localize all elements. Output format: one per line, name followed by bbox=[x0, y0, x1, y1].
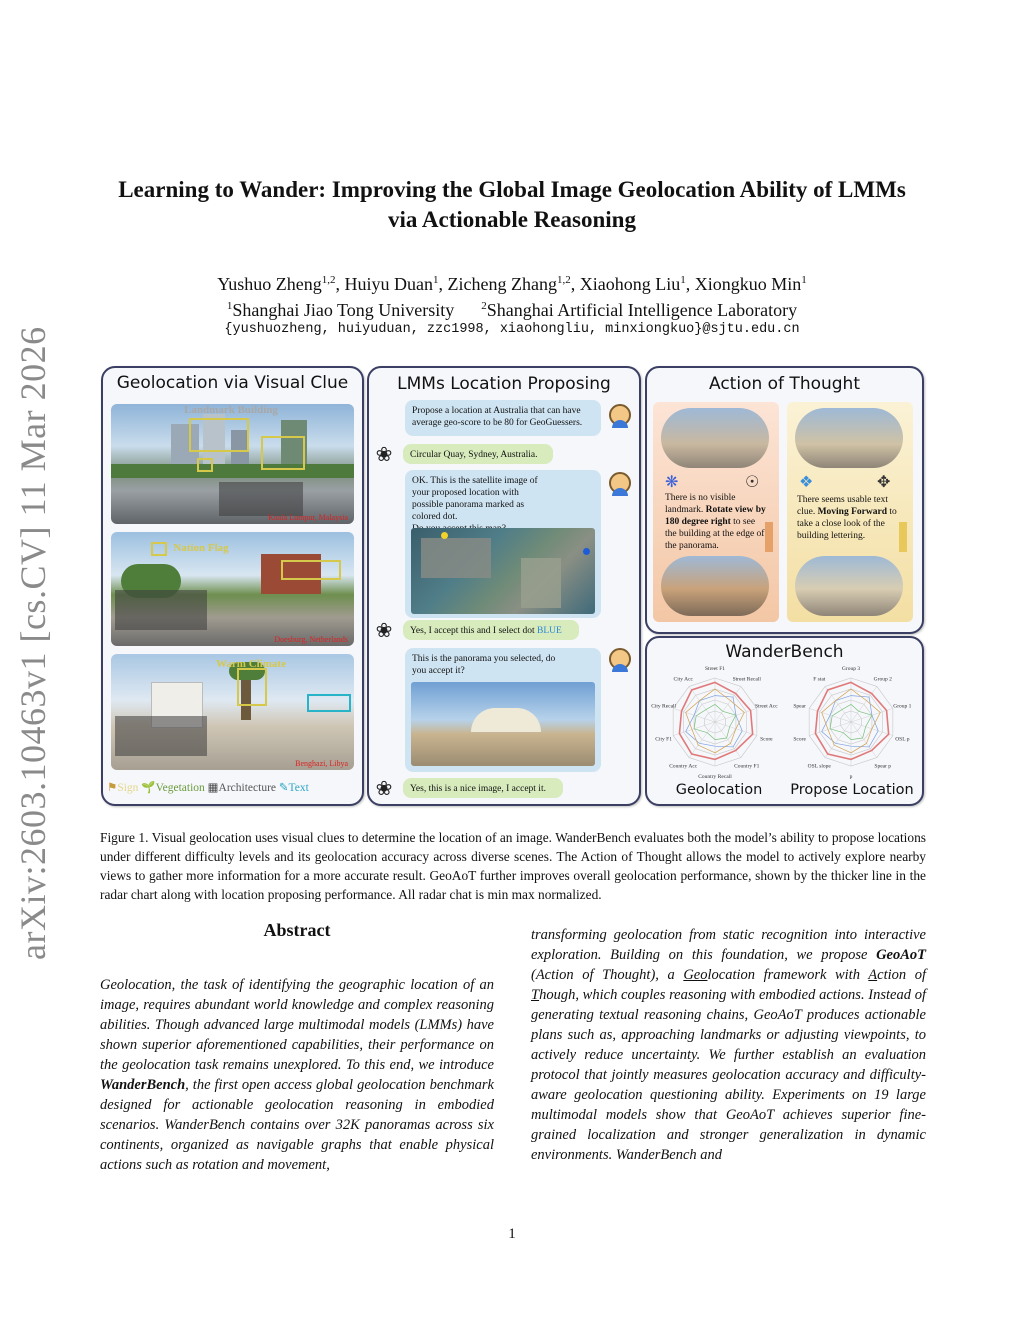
world-map-inset bbox=[219, 482, 303, 516]
radar-axis-label: F stat bbox=[813, 676, 826, 683]
radar-axis-label: OSL p bbox=[895, 736, 910, 743]
radar-axis-label: City Acc bbox=[673, 676, 693, 683]
panel-location-proposing bbox=[367, 366, 641, 806]
clue-box bbox=[197, 458, 213, 472]
step-move-observation: There seems usable text clue. bbox=[797, 495, 889, 517]
legend-architecture: Architecture bbox=[218, 782, 277, 794]
chat-user-message bbox=[405, 470, 601, 618]
author-name: Xiaohong Liu bbox=[579, 274, 681, 294]
photo-nation-flag bbox=[111, 532, 354, 646]
radar-spoke bbox=[689, 722, 715, 758]
photo-location: Kuala Lumpur, Malaysia bbox=[268, 513, 348, 522]
arxiv-identifier: arXiv:2603.10463v1 [cs.CV] 11 Mar 2026 bbox=[13, 326, 53, 960]
photo-location: Benghazi, Libya bbox=[295, 759, 348, 768]
author-name: Zicheng Zhang bbox=[447, 274, 557, 294]
radar-axis-label: Group 2 bbox=[873, 676, 892, 683]
move-arrows-icon: ✥ bbox=[877, 474, 891, 491]
sign-icon: ⚑ bbox=[107, 782, 118, 794]
radar-axis-label: Country Acc bbox=[669, 763, 698, 770]
step-rotate bbox=[653, 402, 779, 622]
arrow-down-icon bbox=[899, 522, 907, 552]
abstract-underline: A bbox=[868, 967, 878, 983]
panorama-view-before bbox=[795, 408, 903, 468]
panel-title: WanderBench bbox=[725, 642, 844, 662]
abstract-underline: T bbox=[531, 987, 540, 1003]
photo-landmark-building bbox=[111, 404, 354, 524]
radar-label-geolocation: Geolocation bbox=[675, 782, 763, 798]
chatbot-icon: ❀ bbox=[375, 778, 393, 800]
panel-title: Geolocation via Visual Clue bbox=[116, 373, 349, 393]
world-map-inset bbox=[115, 590, 207, 630]
author-sup: 1 bbox=[433, 274, 439, 286]
panel-title: LMMs Location Proposing bbox=[397, 374, 611, 394]
affiliation-name: Shanghai Artificial Intelligence Laboratory bbox=[486, 300, 798, 320]
step-rotate-observation: There is no visible landmark. bbox=[665, 493, 736, 515]
page-number: 1 bbox=[508, 1226, 516, 1242]
photo-label: Nation Flag bbox=[173, 542, 229, 554]
affiliations bbox=[60, 294, 964, 322]
model-logo-icon: ❖ bbox=[799, 474, 814, 491]
step-rotate-reason: to see the building at the edge of the panorama. bbox=[665, 517, 765, 551]
legend-vegetation: Vegetation bbox=[155, 782, 205, 794]
photo-warm-climate bbox=[111, 654, 354, 770]
legend-text: Text bbox=[288, 782, 309, 794]
author-sup: 1 bbox=[801, 274, 807, 286]
user-avatar bbox=[609, 472, 631, 494]
panorama-view-after bbox=[661, 556, 769, 616]
chat-user-message: Propose a location at Australia that can have average geo-score to be 80 for GeoGuessers. bbox=[405, 400, 601, 436]
affiliation-sup: 2 bbox=[481, 300, 487, 312]
title-line-1: Learning to Wander: Improving the Global Image Geolocation Ability of LMMs bbox=[118, 177, 906, 202]
text-icon: ✎ bbox=[278, 782, 289, 794]
radar-axis-label: Street Acc bbox=[754, 703, 778, 710]
radar-label-propose-location: Propose Location bbox=[790, 782, 914, 798]
radar-axis-label: Country Recall bbox=[698, 774, 732, 780]
step-move-action: Moving Forward bbox=[817, 507, 887, 517]
affiliation-sup: 1 bbox=[226, 300, 233, 312]
selected-dot-color: BLUE bbox=[537, 626, 562, 636]
abstract-text: hough, which couples reasoning with embodied actions. Instead of generating textual reasoning chains, GeoAoT produces actionable plans such as, approaching landmarks or adjusting viewpoints, to actively reduce uncertainty. We further establish an evaluation protocol that jointly measures geolocation accuracy and difficulty-aware geolocation questioning ability. Experiments on 19 large multimodal models show that GeoAoT achieves superior fine-grained localization and stronger generalization in dynamic environments. WanderBench and bbox=[531, 987, 926, 1163]
step-rotate-text bbox=[665, 492, 769, 552]
radar-axis-label: Score bbox=[793, 736, 806, 743]
panorama-view-before bbox=[661, 408, 769, 468]
chatbot-icon: ❀ bbox=[375, 444, 393, 466]
radar-axis-label: Score bbox=[760, 736, 773, 743]
accept-map-text: Yes, I accept this and I select dot bbox=[410, 626, 537, 636]
panel-action-of-thought bbox=[645, 366, 924, 634]
vegetation-icon: 🌱 bbox=[141, 782, 156, 794]
clue-box bbox=[261, 436, 305, 470]
radar-axis-label: Spear bbox=[793, 703, 806, 710]
abstract-text: (Action of Thought), a bbox=[531, 967, 684, 983]
arrow-down-icon bbox=[765, 522, 773, 552]
photo-label: Warm Climate bbox=[216, 658, 286, 670]
abstract-wanderbench: WanderBench bbox=[100, 1077, 186, 1093]
candidate-dot-yellow bbox=[441, 532, 448, 539]
step-move-text bbox=[797, 494, 905, 542]
chatbot-icon: ❀ bbox=[375, 620, 393, 642]
radar-axis-label: Street Recall bbox=[732, 676, 761, 683]
radar-axis-label: Group 3 bbox=[841, 666, 861, 672]
abstract-text: location framework with bbox=[707, 967, 869, 983]
abstract-text: of bbox=[914, 967, 926, 983]
chat-user-message bbox=[405, 648, 601, 772]
radar-axis-label: Country F1 bbox=[734, 763, 760, 770]
panorama-view-after bbox=[795, 556, 903, 616]
radar-chart-propose-location bbox=[787, 660, 915, 780]
chat-bot-message: Yes, this is a nice image, I accept it. bbox=[403, 778, 563, 798]
abstract-text: transforming geolocation from static recognition into interactive exploration. Building on this foundation, we propose bbox=[531, 927, 926, 963]
panel-visual-clue bbox=[101, 366, 364, 806]
model-logo-icon: ❋ bbox=[665, 474, 679, 491]
clue-box bbox=[189, 418, 249, 452]
author-name: Huiyu Duan bbox=[344, 274, 433, 294]
author-sup: 1 bbox=[680, 274, 686, 286]
radar-axis-label: p bbox=[849, 774, 853, 780]
rotate-eye-icon: ☉ bbox=[745, 474, 760, 491]
clue-box bbox=[281, 560, 341, 580]
radar-axis-label: Street F1 bbox=[704, 666, 726, 672]
clue-box bbox=[237, 668, 267, 706]
author-list: Yushuo Zheng$^{1,2}$, Huiyu Duan$^1$, Zicheng Zhang$^{1,2}$, Xiaohong Liu$^1$, Xiongkuo Min$^1$ bbox=[217, 274, 807, 294]
abstract-geoaot: GeoAoT bbox=[876, 947, 926, 963]
author-emails: {yushuozheng, huiyuduan, zzc1998, xiaohongliu, minxiongkuo}@sjtu.edu.cn bbox=[224, 322, 800, 337]
panel-wanderbench bbox=[645, 636, 924, 806]
user-avatar bbox=[609, 404, 631, 426]
world-map-inset bbox=[115, 716, 207, 756]
affiliation-name: Shanghai Jiao Tong University bbox=[232, 300, 455, 320]
paper-title bbox=[60, 175, 964, 235]
abstract-underline: Geo bbox=[683, 967, 708, 983]
panel-title: Action of Thought bbox=[709, 374, 860, 394]
abstract-text: ction bbox=[877, 967, 915, 983]
abstract-left-column bbox=[100, 975, 494, 1175]
radar-axis-label: City Recall bbox=[651, 703, 677, 710]
chat-bot-message bbox=[403, 620, 579, 640]
title-line-2: via Actionable Reasoning bbox=[388, 207, 636, 232]
figure-caption: Figure 1. Visual geolocation uses visual clues to determine the location of an image. WanderBench evaluates both the model’s ability to propose locations under different difficulty levels and its geolocation accuracy across diverse scenes. The Action of Thought allows the model to actively explore nearby views to gather more information for a more accurate result. GeoAoT further improves overall geolocation performance, shown by the thicker line in the radar chart along with location proposing performance. All radar chat is min max normalized. bbox=[100, 830, 926, 902]
clue-box bbox=[307, 694, 351, 712]
step-rotate-action: Rotate view by 180 degree right bbox=[665, 505, 766, 527]
author-name: Yushuo Zheng bbox=[217, 274, 322, 294]
satellite-map bbox=[411, 528, 595, 614]
author-sup: 1,2 bbox=[321, 274, 336, 286]
legend-sign: Sign bbox=[117, 782, 139, 794]
architecture-icon: ▦ bbox=[207, 782, 219, 794]
satellite-message: OK. This is the satellite image of your proposed location with possible panorama marked as colored dot. bbox=[412, 476, 538, 522]
radar-axis-label: Spear p bbox=[874, 763, 892, 770]
radar-chart-geolocation bbox=[651, 660, 779, 780]
user-avatar bbox=[609, 648, 631, 670]
step-move-reason: to take a close look of the building lettering. bbox=[797, 507, 897, 541]
panorama-question: This is the panorama you selected, do you accept it? bbox=[412, 654, 556, 676]
radar-axis-label: OSL slope bbox=[807, 763, 831, 770]
abstract-text: Geolocation, the task of identifying the geographic location of an image, requires abundant world knowledge and complex reasoning abilities. Though advanced large multimodal models (LMMs) have shown superior aforementioned capabilities, their performance on the geolocation task remains unexplored. To this end, we introduce bbox=[100, 977, 494, 1073]
clue-legend bbox=[107, 780, 357, 794]
photo-location: Doesburg, Netherlands bbox=[274, 635, 348, 644]
step-move-forward bbox=[787, 402, 913, 622]
radar-axis-label: City F1 bbox=[655, 736, 672, 743]
radar-spoke bbox=[825, 722, 851, 758]
panorama-image bbox=[411, 682, 595, 766]
abstract-text: , the first open access global geolocation benchmark designed for actionable geolocation reasoning in embodied scenarios. WanderBench contains over 32K panoramas across six continents, organized as navigable graphs that enable physical actions such as rotation and movement, bbox=[100, 1077, 494, 1173]
candidate-dot-blue bbox=[583, 548, 590, 555]
author-sup: 1,2 bbox=[556, 274, 571, 286]
chat-bot-message: Circular Quay, Sydney, Australia. bbox=[403, 444, 553, 464]
photo-label: Landmark Building bbox=[184, 404, 278, 416]
abstract-heading: Abstract bbox=[263, 920, 331, 940]
author-name: Xiongkuo Min bbox=[694, 274, 802, 294]
abstract-right-column bbox=[531, 925, 926, 1165]
radar-axis-label: Group 1 bbox=[893, 703, 912, 710]
